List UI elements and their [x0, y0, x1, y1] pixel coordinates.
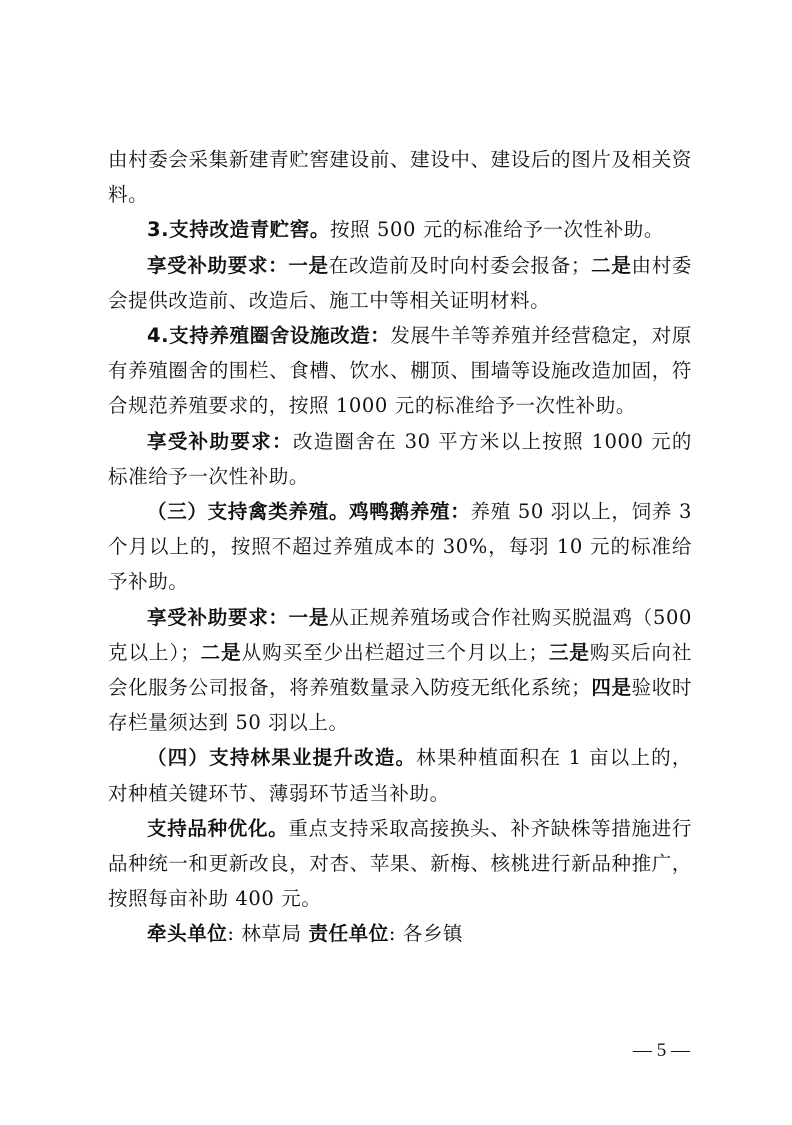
paragraph: [108, 318, 692, 424]
body-text: 在改造前及时向村委会报备；: [328, 253, 592, 277]
bold-text: 4.支持养殖圈舍设施改造：: [147, 324, 391, 348]
bold-text: 二是: [591, 253, 632, 277]
bold-text: （三）支持禽类养殖。鸡鸭鹅养殖：: [147, 500, 471, 524]
document-body: [108, 142, 692, 952]
page-number: — 5 —: [633, 1040, 690, 1061]
body-text: 按照 500 元的标准给予一次性补助。: [329, 218, 665, 242]
body-text: 从正规养殖场或合作社购买脱温鸡（500 克以上）；: [108, 605, 692, 664]
bold-text: （四）支持林果业提升改造。: [147, 746, 417, 770]
bold-text: 享受补助要求：: [147, 429, 293, 453]
body-text: 由村委会采集新建青贮窖建设前、建设中、建设后的图片及相关资料。: [108, 148, 692, 207]
body-text: 林果种植面积在 1 亩以上的，对种植关键环节、薄弱环节适当补助。: [108, 746, 692, 805]
bold-text: 牵头单位: [147, 922, 228, 946]
body-text: 由村委会提供改造前、改造后、施工中等相关证明材料。: [108, 253, 692, 312]
bold-text: 一是: [288, 253, 329, 277]
paragraph: [108, 212, 692, 247]
paragraph: [108, 740, 692, 810]
bold-text: 二是: [200, 640, 242, 664]
bold-text: 享受补助要求：: [147, 253, 289, 277]
bold-text: 3.支持改造青贮窖。: [147, 218, 330, 242]
body-text: 改造圈舍在 30 平方米以上按照 1000 元的标准给予一次性补助。: [108, 429, 692, 488]
bold-text: 三是: [548, 640, 590, 664]
paragraph: [108, 600, 692, 741]
bold-text: 一是: [288, 605, 330, 629]
body-text: 重点支持采取高接换头、补齐缺株等措施进行品种统一和更新改良，对杏、苹果、新梅、核桃进行新品种推广，按照每亩补助 400 元。: [108, 816, 692, 911]
paragraph: [108, 248, 692, 318]
paragraph: [108, 424, 692, 494]
paragraph: [108, 142, 692, 212]
body-text: 从购买至少出栏超过三个月以上；: [241, 640, 549, 664]
paragraph: [108, 916, 692, 951]
body-text: : 林草局: [227, 922, 309, 946]
bold-text: 责任单位: [308, 922, 389, 946]
paragraph: [108, 494, 692, 600]
bold-text: 四是: [591, 676, 632, 700]
body-text: 购买后向社会化服务公司报备，将养殖数量录入防疫无纸化系统；: [108, 640, 692, 700]
bold-text: 支持品种优化。: [147, 816, 289, 840]
body-text: : 各乡镇: [388, 922, 464, 946]
body-text: 发展牛羊等养殖并经营稳定，对原有养殖圈舍的围栏、食槽、饮水、棚顶、围墙等设施改造加固，符合规范养殖要求的，按照 1000 元的标准给予一次性补助。: [108, 324, 692, 418]
body-text: 验收时存栏量须达到 50 羽以上。: [108, 676, 693, 735]
paragraph: [108, 811, 692, 917]
bold-text: 享受补助要求：: [147, 605, 289, 629]
body-text: 养殖 50 羽以上，饲养 3 个月以上的，按照不超过养殖成本的 30%，每羽 10 元的标准给予补助。: [108, 500, 692, 594]
